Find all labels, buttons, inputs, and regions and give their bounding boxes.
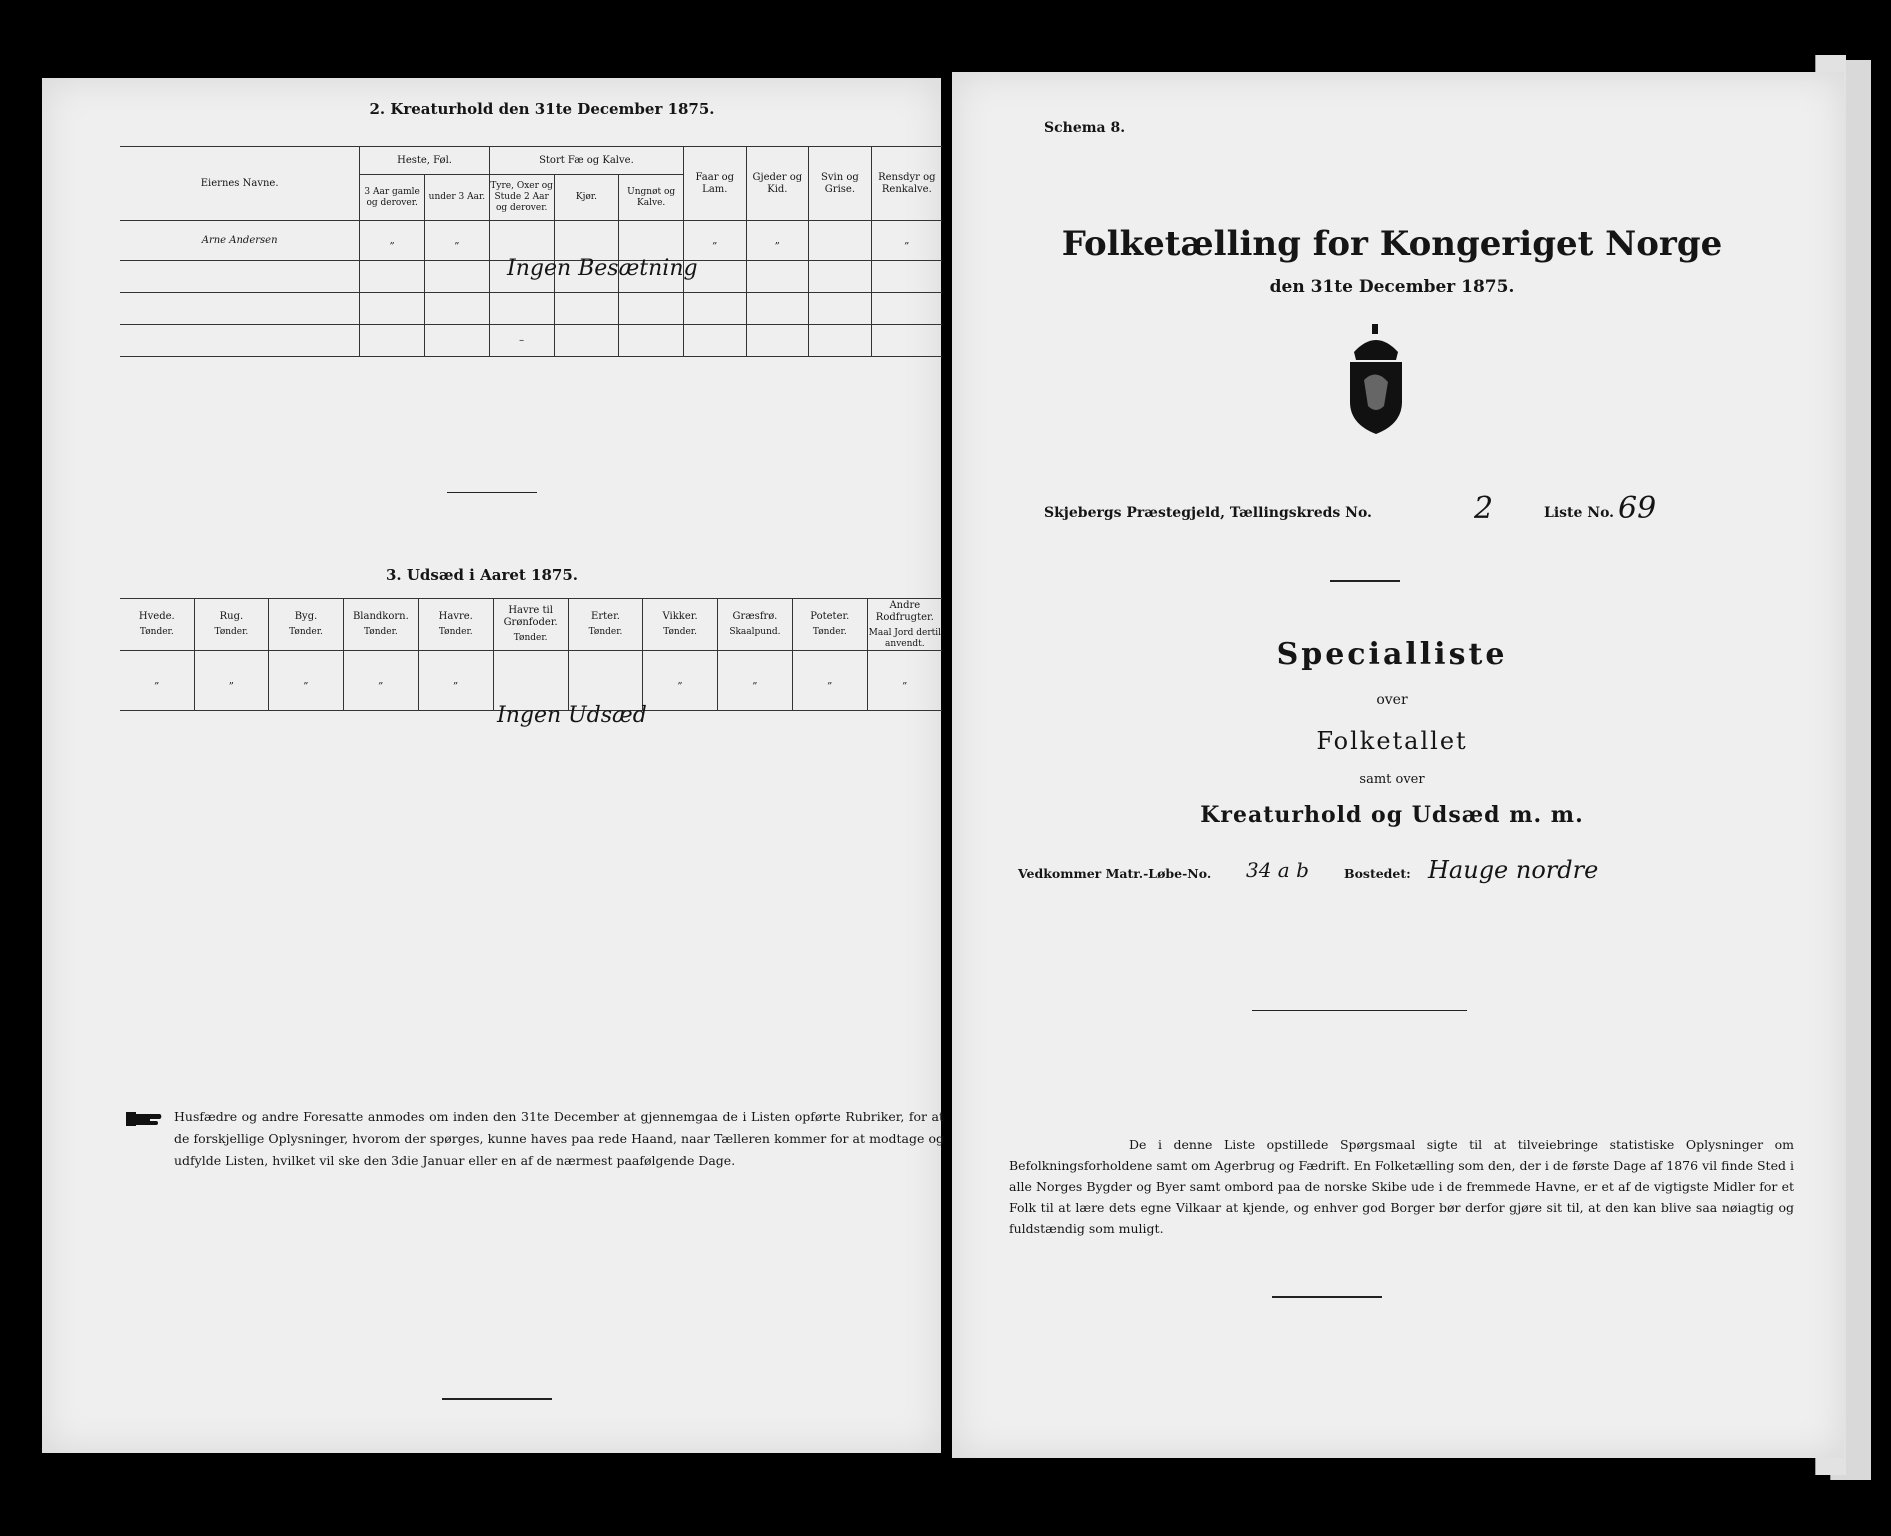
divider: [1252, 1010, 1467, 1011]
ingen-besaetning-note: Ingen Besætning: [507, 256, 698, 281]
udsaed-value: „: [269, 651, 344, 711]
col-owner: Eiernes Navne.: [120, 147, 360, 221]
cell-heste-3aar: „: [360, 221, 425, 261]
pointing-hand-icon: [124, 1108, 164, 1130]
col-svin: Svin og Grise.: [809, 147, 872, 221]
udsaed-col-9: [792, 599, 867, 651]
col-gjeder: Gjeder og Kid.: [746, 147, 809, 221]
udsaed-value: „: [792, 651, 867, 711]
udsaed-value: „: [343, 651, 418, 711]
udsaed-header: Byg.: [294, 611, 318, 623]
udsaed-unit: Tønder.: [363, 627, 398, 638]
divider: [1330, 580, 1400, 582]
udsaed-unit: Tønder.: [588, 627, 623, 638]
kreds-line: [1044, 491, 1804, 537]
schema-label: Schema 8.: [1044, 120, 1126, 136]
kreds-no: 2: [1474, 491, 1494, 526]
udsaed-unit: Tønder.: [289, 627, 323, 638]
udsaed-header: Hvede.: [138, 611, 175, 623]
udsaed-col-4: [418, 599, 493, 651]
info-paragraph: De i denne Liste opstillede Spørgsmaal sigte til at tilveiebringe statistiske Oplysninger om Befolkningsforholdene samt om Agerbrug og Fædrift. En Folketælling som den, der i de første Dage af 1876 vil finde Sted i alle Norges Bygder og Byer samt ombord paa de norske Skibe ude i de fremmede Havne, er et af de vigtigste Midler for et Folk til at lære dets egne Vilkaar at kjende, og enhver god Borger bør derfor gjøre sit til, at den kan blive saa nøiagtig og fuldstændig som muligt.: [1009, 1137, 1794, 1236]
divider: [1272, 1296, 1382, 1298]
col-ungnot: Ungnøt og Kalve.: [619, 175, 684, 221]
divider: [442, 1398, 552, 1400]
samt-over-text: samt over: [1359, 772, 1425, 787]
udsaed-unit: Tønder.: [438, 627, 473, 638]
prestegjeld-label: Skjebergs Præstegjeld, Tællingskreds No.: [1044, 505, 1372, 521]
title-date: den 31te December 1875.: [1269, 277, 1515, 297]
ingen-udsaed-note: Ingen Udsæd: [497, 703, 647, 728]
col-tyre: Tyre, Oxer og Stude 2 Aar og derover.: [489, 175, 554, 221]
folketallet-text: Folketallet: [1316, 727, 1468, 755]
udsaed-value: „: [120, 651, 194, 711]
notice-text: Husfædre og andre Foresatte anmodes om inden den 31te December at gjennemgaa de i Listen opførte Rubriker, for at de forskjellige Oplysninger, hvorom der spørges, kunne haves paa rede Haand, naar Tælleren kommer for at modtage og udfylde Listen, hvilket vil ske den 3die Januar eller en af de nærmest paafølgende Dage.: [174, 1109, 944, 1168]
cell-gjeder: „: [746, 221, 809, 261]
matr-line: [1018, 858, 1778, 898]
udsaed-unit: Tønder.: [812, 627, 847, 638]
udsaed-header: Andre Rodfrugter.: [875, 599, 934, 623]
udsaed-value: „: [867, 651, 942, 711]
udsaed-unit: Skaalpund.: [729, 627, 781, 638]
coat-of-arms-icon: [1340, 324, 1412, 436]
udsaed-col-6: [568, 599, 643, 651]
liste-label: Liste No.: [1544, 505, 1615, 521]
udsaed-unit: Tønder.: [214, 627, 249, 638]
col-heste-3aar: 3 Aar gamle og derover.: [360, 175, 425, 221]
udsaed-header: Blandkorn.: [352, 611, 409, 623]
right-page: [952, 72, 1844, 1458]
udsaed-header: Erter.: [591, 611, 620, 623]
col-rensdyr: Rensdyr og Renkalve.: [871, 147, 942, 221]
udsaed-header: Poteter.: [810, 611, 850, 623]
kreaturhold-text: Kreaturhold og Udsæd m. m.: [1200, 802, 1584, 828]
kreaturhold-table: [120, 146, 942, 357]
row4-mark: –: [489, 325, 554, 357]
udsaed-col-10: [867, 599, 942, 651]
udsaed-col-5: [493, 599, 568, 651]
cell-rensdyr: „: [871, 221, 942, 261]
udsaed-unit: Tønder.: [139, 627, 174, 638]
section3-title: 3. Udsæd i Aaret 1875.: [385, 566, 579, 584]
udsaed-unit: Tønder.: [663, 627, 697, 638]
bosted-value: Hauge nordre: [1428, 856, 1599, 884]
udsaed-header: Græsfrø.: [732, 611, 778, 623]
col-heste: Heste, Føl.: [360, 147, 490, 175]
udsaed-value: „: [643, 651, 718, 711]
udsaed-unit: Maal Jord dertil anvendt.: [868, 627, 942, 649]
udsaed-col-2: [269, 599, 344, 651]
udsaed-value: „: [194, 651, 269, 711]
udsaed-unit: Tønder.: [513, 633, 548, 644]
udsaed-table: [120, 598, 942, 711]
cell-faar: „: [684, 221, 747, 261]
liste-no: 69: [1618, 491, 1657, 526]
udsaed-col-8: [717, 599, 792, 651]
udsaed-col-0: [120, 599, 194, 651]
udsaed-col-7: [643, 599, 718, 651]
udsaed-value: „: [717, 651, 792, 711]
bosted-label: Bostedet:: [1344, 866, 1411, 881]
udsaed-col-1: [194, 599, 269, 651]
udsaed-header: Rug.: [219, 611, 244, 623]
main-title: Folketælling for Kongeriget Norge: [1061, 224, 1723, 264]
divider: [447, 492, 537, 493]
matr-label: Vedkommer Matr.-Løbe-No.: [1018, 866, 1212, 881]
udsaed-value: „: [418, 651, 493, 711]
udsaed-header: Havre.: [438, 611, 473, 623]
udsaed-value: [493, 651, 568, 711]
col-stort-fae: Stort Fæ og Kalve.: [489, 147, 683, 175]
owner-cell: Arne Andersen: [120, 221, 360, 261]
col-kjor: Kjør.: [554, 175, 619, 221]
udsaed-value: [568, 651, 643, 711]
cell-under-3aar: „: [425, 221, 490, 261]
udsaed-col-3: [343, 599, 418, 651]
col-faar: Faar og Lam.: [684, 147, 747, 221]
matr-no: 34 a b: [1246, 858, 1309, 882]
udsaed-header: Vikker.: [662, 611, 698, 623]
left-page: [42, 78, 944, 1453]
col-under-3aar: under 3 Aar.: [425, 175, 490, 221]
over-text: over: [1376, 692, 1408, 708]
udsaed-header: Havre til Grønfoder.: [503, 605, 558, 629]
specialliste-heading: Specialliste: [1276, 637, 1508, 672]
section2-title: 2. Kreaturhold den 31te December 1875.: [369, 100, 715, 118]
